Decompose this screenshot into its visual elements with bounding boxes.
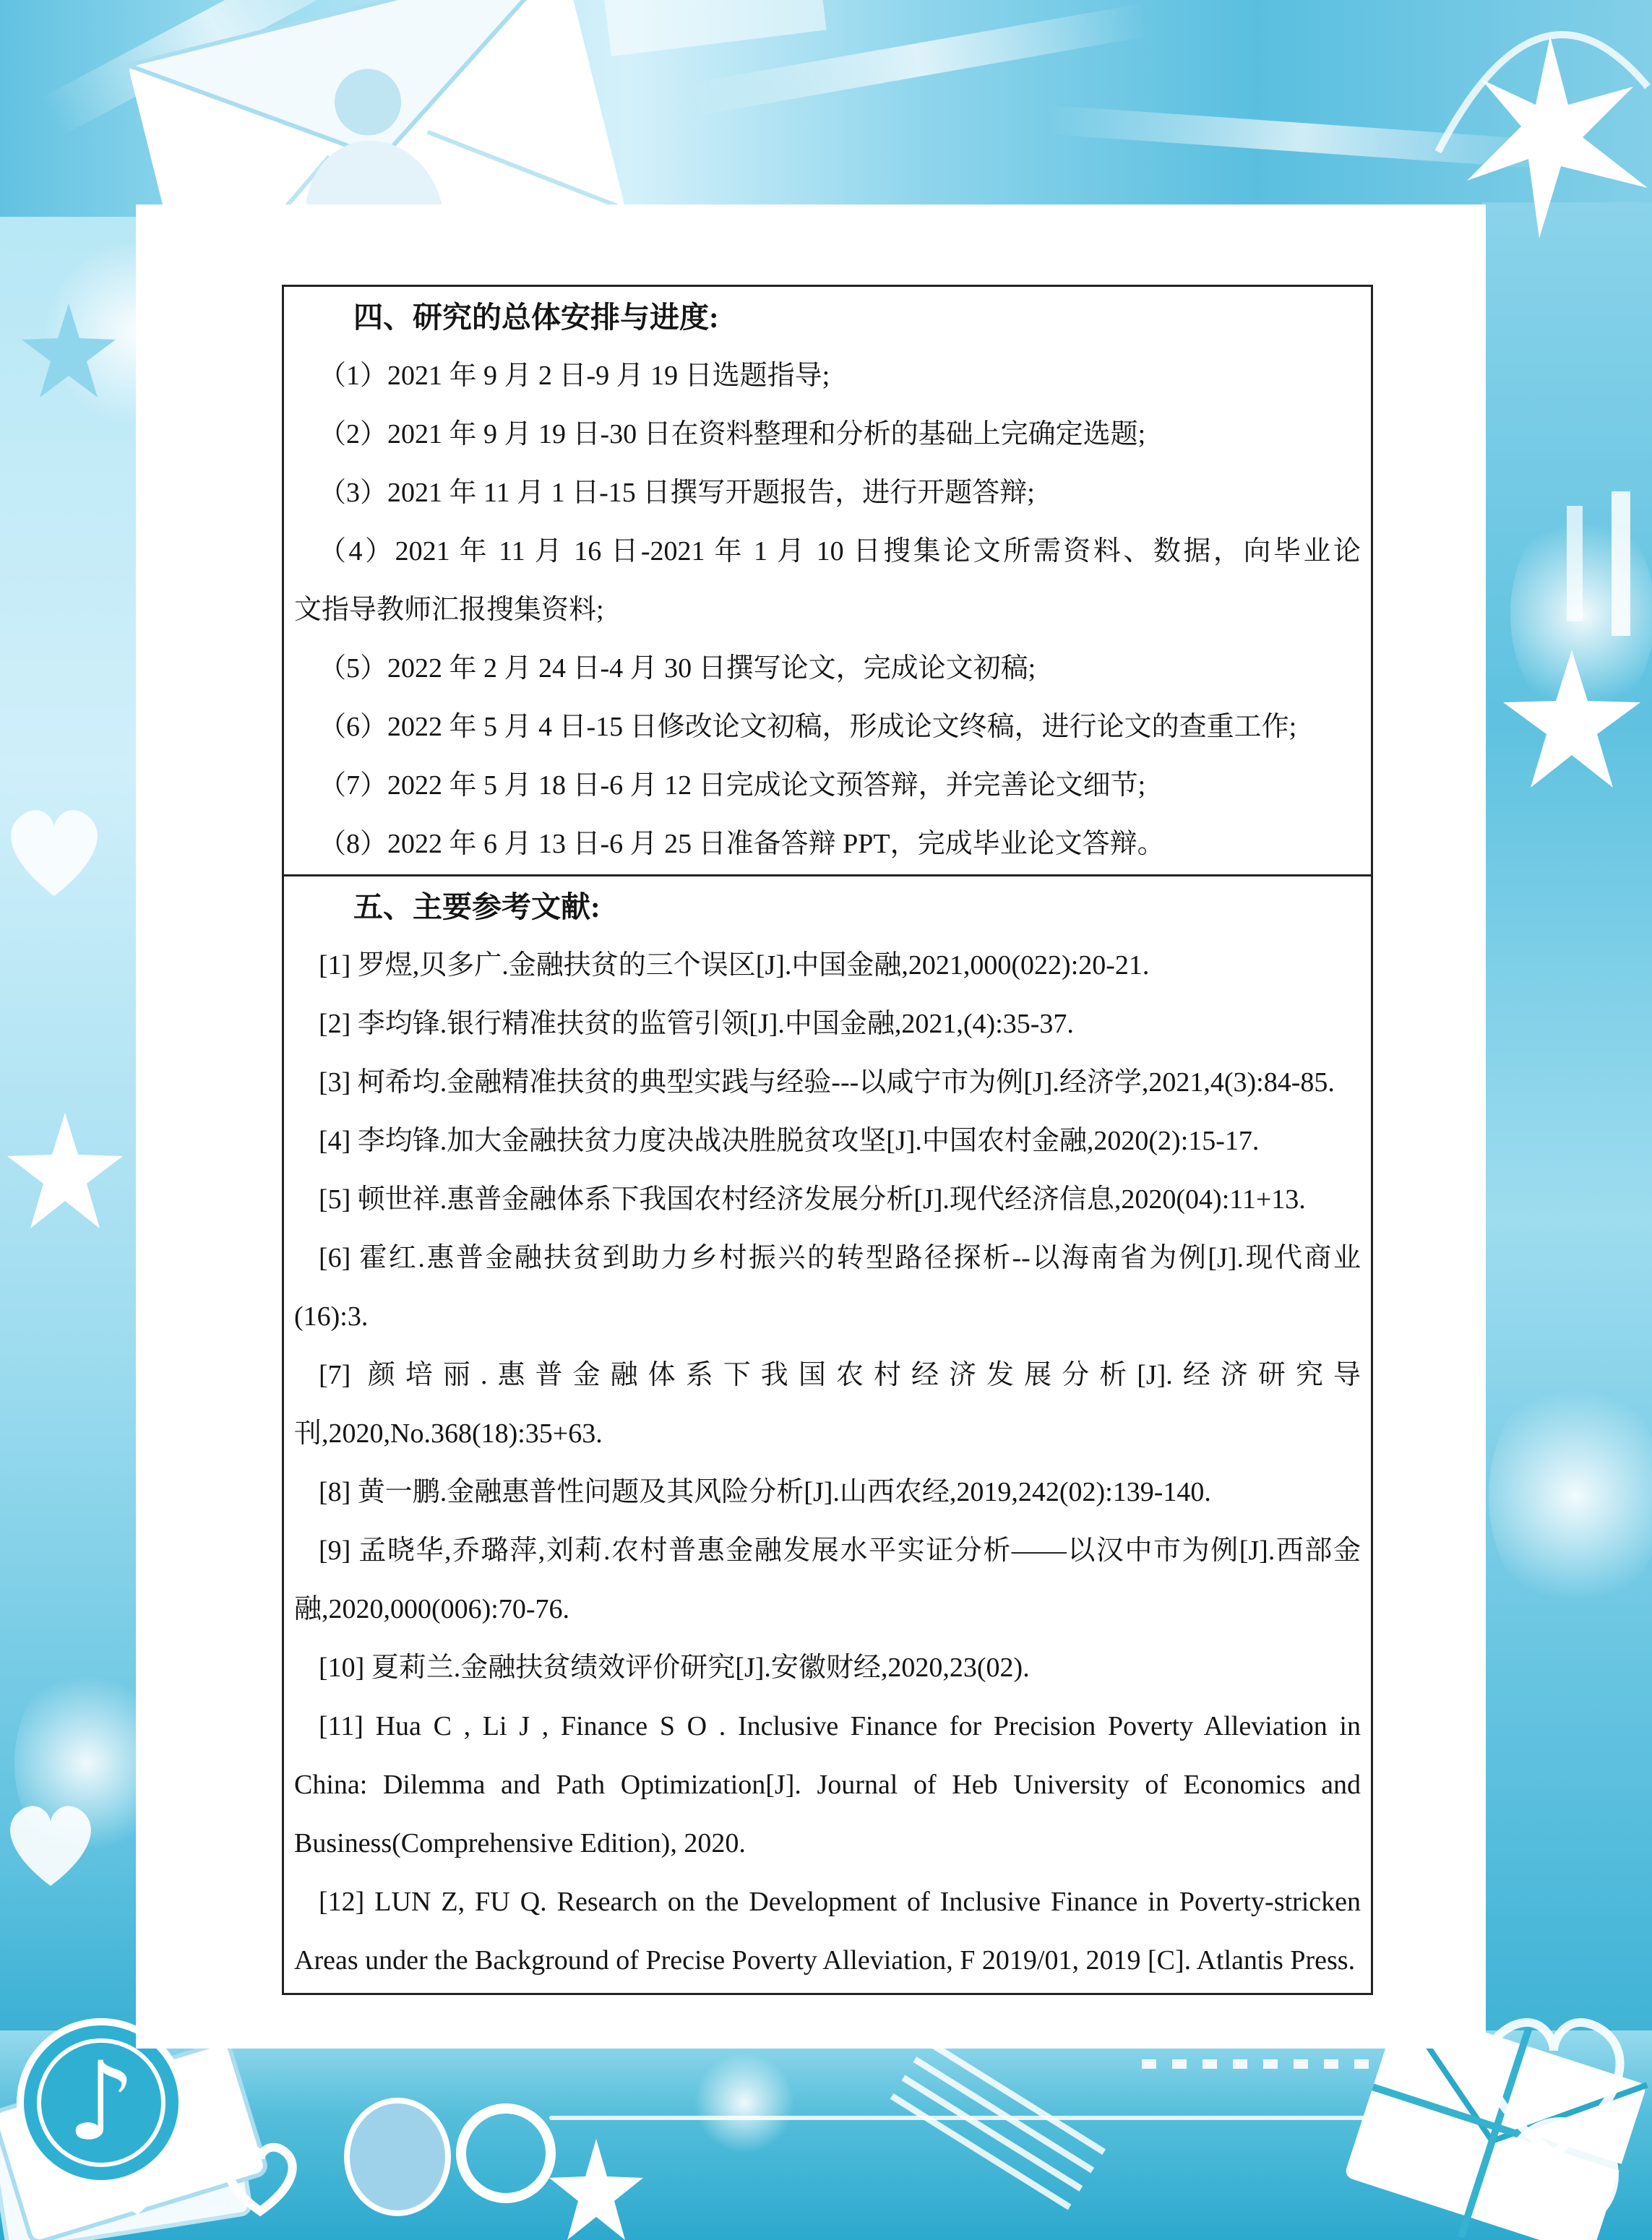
section-schedule-heading: 四、研究的总体安排与进度: <box>353 301 719 334</box>
star-icon <box>1503 650 1640 788</box>
star-icon <box>7 1113 123 1228</box>
star-icon <box>549 2139 643 2240</box>
key-bar <box>1612 491 1630 636</box>
schedule-line: （7）2022 年 5 月 18 日-6 月 12 日完成论文预答辩，并完善论文细节; <box>319 770 1146 801</box>
heart-icon <box>0 1792 101 1893</box>
reference-line: (16):3. <box>294 1301 369 1332</box>
reference-line: [1] 罗煜,贝多广.金融扶贫的三个误区[J].中国金融,2021,000(022):20-21. <box>319 950 1150 981</box>
reference-line: [5] 顿世祥.惠普金融体系下我国农村经济发展分析[J].现代经济信息,2020(04):11+13. <box>319 1184 1306 1215</box>
reference-line: [7] 颜培丽.惠普金融体系下我国农村经济发展分析[J].经济研究导 <box>319 1360 1361 1390</box>
reference-line: [9] 孟晓华,乔璐萍,刘莉.农村普惠金融发展水平实证分析——以汉中市为例[J].西部金 <box>319 1535 1361 1566</box>
schedule-line: （4）2021 年 11 月 16 日-2021 年 1 月 10 日搜集论文所需资料、数据，向毕业论 <box>319 536 1361 567</box>
schedule-line: （1）2021 年 9 月 2 日-9 月 19 日选题指导; <box>319 361 830 391</box>
schedule-line: （6）2022 年 5 月 4 日-15 日修改论文初稿，形成论文终稿，进行论文的查重工作; <box>319 712 1297 742</box>
document-table <box>282 285 1373 1995</box>
ribbon-stripes-icon <box>867 2045 1106 2240</box>
reference-line: [3] 柯希均.金融精准扶贫的典型实践与经验---以咸宁市为例[J].经济学,2021,4(3):84-85. <box>319 1067 1335 1098</box>
schedule-line: （2）2021 年 9 月 19 日-30 日在资料整理和分析的基础上完确定选题; <box>319 419 1146 449</box>
reference-line: [4] 李均锋.加大金融扶贫力度决战决胜脱贫攻坚[J].中国农村金融,2020(2):15-17. <box>319 1126 1260 1156</box>
white-blob <box>694 2052 795 2153</box>
reference-line: [12] LUN Z, FU Q. Research on the Development of Inclusive Finance in Poverty-stricken <box>319 1887 1361 1917</box>
reference-line: Areas under the Background of Precise Poverty Alleviation, F 2019/01, 2019 [C]. Atlantis Press. <box>294 1945 1356 1976</box>
document-sheet <box>136 204 1486 2049</box>
circle-icon <box>1496 2110 1626 2240</box>
reference-line: [8] 黄一鹏.金融惠普性问题及其风险分析[J].山西农经,2019,242(02):139-140. <box>319 1477 1211 1507</box>
glasses-icon <box>217 2088 593 2240</box>
reference-line: 融,2020,000(006):70-76. <box>294 1594 570 1624</box>
reference-line: [2] 李均锋.银行精准扶贫的监管引领[J].中国金融,2021,(4):35-37. <box>319 1009 1074 1039</box>
reference-line: [6] 霍红.惠普金融扶贫到助力乡村振兴的转型路径探析--以海南省为例[J].现代商业 <box>319 1243 1361 1273</box>
key-bar <box>1567 506 1583 621</box>
section-references <box>284 874 1371 1993</box>
reference-line: [11] Hua C , Li J , Finance S O . Inclusive Finance for Precision Poverty Alleviation in <box>319 1711 1361 1741</box>
reference-line: China: Dilemma and Path Optimization[J]. Journal of Heb University of Economics and <box>294 1770 1361 1800</box>
reference-line: Business(Comprehensive Edition), 2020. <box>294 1828 746 1858</box>
section-schedule <box>284 287 1371 874</box>
heart-icon <box>0 795 108 903</box>
white-blob <box>1489 1373 1652 1619</box>
schedule-line: 文指导教师汇报搜集资料; <box>294 595 604 625</box>
star-icon <box>22 303 116 397</box>
schedule-line: （5）2022 年 2 月 24 日-4 月 30 日撰写论文，完成论文初稿; <box>319 653 1036 684</box>
background-right-band <box>1482 202 1652 2052</box>
swirl-icon <box>1431 0 1652 159</box>
section-references-heading: 五、主要参考文献: <box>353 890 601 923</box>
reference-line: [10] 夏莉兰.金融扶贫绩效评价研究[J].安徽财经,2020,23(02). <box>319 1653 1030 1683</box>
schedule-line: （8）2022 年 6 月 13 日-6 月 25 日准备答辩 PPT，完成毕业论文答辩。 <box>319 829 1165 859</box>
reference-line: 刊,2020,No.368(18):35+63. <box>294 1418 603 1449</box>
music-note-glyph: ♪ <box>66 2039 136 2165</box>
schedule-line: （3）2021 年 11 月 1 日-15 日撰写开题报告，进行开题答辩; <box>319 478 1035 508</box>
